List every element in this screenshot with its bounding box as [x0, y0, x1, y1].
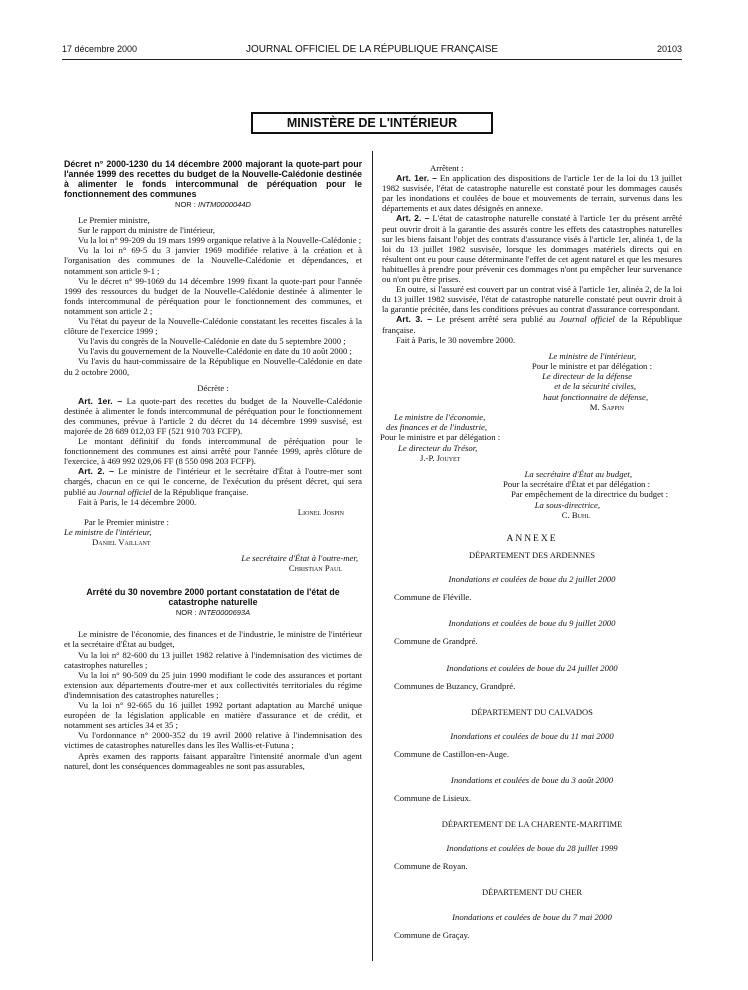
communes: Commune de Lisieux.	[394, 793, 471, 804]
flood-event: Inondations et coulées de boue du 7 mai 2000	[452, 911, 612, 922]
annexe-heading: ANNEXE	[506, 533, 558, 544]
arretent-heading: Arrêtent :	[430, 163, 464, 173]
signature-name: J.-P. Jouyet	[420, 452, 461, 463]
department-heading: DÉPARTEMENT DU CHER	[481, 887, 583, 898]
communes: Commune de Castillon-en-Auge.	[394, 748, 510, 759]
decree-title: Décret n° 2000-1230 du 14 décembre 2000 majorant la quote-part pour l'année 1999 des recettes du budget de la Nouvelle-Calédonie destinée à alimenter le fonds intercommunal de péréquation pour le fonctionnement des communes	[64, 159, 362, 199]
header-rule	[62, 59, 682, 60]
paragraph: Vu la loi n° 69-5 du 3 janvier 1969 modifiée relative à la création et à l'organisation des communes de la Nouvelle-Calédonie et dépendances, et notamment son article 9-1 ;	[64, 245, 362, 276]
paragraph: Le ministre de l'économie, des finances et de l'industrie, le ministre de l'intérieur et la secrétaire d'État au budget,	[64, 629, 362, 650]
column-divider	[372, 151, 373, 961]
department-heading: DÉPARTEMENT DU CALVADOS	[471, 706, 593, 717]
paragraph: En outre, si l'assuré est couvert par un contrat visé à l'article 1er, alinéa 2, de la loi du 13 juillet 1982 susvisée, l'état de catastrophe naturelle constaté peut ouvrir droit à la garantie précitée, dans les conditions prévues au contrat d'assurance correspondant.	[382, 284, 682, 315]
signature-name: M. Sappin	[589, 401, 624, 412]
ministry-banner: MINISTÈRE DE L'INTÉRIEUR	[251, 112, 493, 134]
right-column	[382, 163, 682, 940]
communes: Commune de Grandpré.	[394, 636, 478, 647]
fait-a-paris: Fait à Paris, le 30 novembre 2000.	[396, 334, 516, 345]
paragraph: Vu la loi n° 99-209 du 19 mars 1999 organique relative à la Nouvelle-Calédonie ;	[78, 235, 362, 246]
paragraph: Vu l'ordonnance n° 2000-352 du 19 avril 2000 relative à l'indemnisation des victimes de catastrophes naturelles dans les îles Wallis-et-Futuna ;	[64, 730, 362, 751]
paragraph: Vu la loi n° 82-600 du 13 juillet 1982 relative à l'indemnisation des victimes de catastrophes naturelles ;	[64, 649, 362, 670]
flood-event: Inondations et coulées de boue du 11 mai 2000	[450, 730, 614, 741]
paragraph: Vu la loi n° 92-665 du 16 juillet 1992 portant adaptation au Marché unique européen de la législation applicable en matière d'assurance et de crédit, et notamment ses articles 34 et 35 ;	[64, 700, 362, 731]
communes: Commune de Royan.	[394, 861, 468, 872]
communes: Commune de Graçay.	[394, 929, 470, 940]
journal-title: JOURNAL OFFICIEL DE LA RÉPUBLIQUE FRANÇAISE	[245, 44, 499, 55]
article-2: Art. 2. – L'état de catastrophe naturelle constaté à l'article 1er du présent arrêté peut ouvrir droit à la garantie des assurés contre les effets des catastrophes naturelles sur les biens faisant l'objet des contrats d'assurance visés à l'article 1er, alinéa 1, de la loi du 13 juillet 1982 susvisée, lorsque les dommages matériels directs qui en résultent ont eu pour cause déterminante l'effet de cet agent naturel et que les mesures habituelles à prendre pour prévenir ces dommages n'ont pu empêcher leur survenance ou n'ont pu être prises.	[382, 213, 683, 285]
nor-reference: NOR : INTE0000693A	[175, 608, 251, 618]
decrete-heading: Décrète :	[197, 382, 229, 393]
department-heading: DÉPARTEMENT DES ARDENNES	[468, 550, 596, 561]
signature-block-budget: La secrétaire d'État au budget, Pour la secrétaire d'État et par délégation : Par empêchement de la directrice du budget : La sous-directrice, C. Buhl	[382, 469, 682, 520]
signature-block-interior: Le ministre de l'intérieur, Pour le ministre et par délégation : Le directeur de la défense et de la sécurité civiles, haut fonctionnaire de défense, M. Sappin	[382, 351, 682, 412]
department-heading: DÉPARTEMENT DE LA CHARENTE-MARITIME	[441, 819, 623, 830]
flood-event: Inondations et coulées de boue du 24 juillet 2000	[446, 662, 618, 673]
signature-outremer: Christian Paul	[288, 563, 342, 574]
flood-event: Inondations et coulées de boue du 9 juillet 2000	[448, 618, 616, 629]
article-1: Art. 1er. – La quote-part des recettes du budget de la Nouvelle-Calédonie destinée à alimenter le fonds intercommunal de péréquation pour le fonctionnement des communes, prévue à l'article 2 du décret du 14 décembre 1999 susvisé, est majorée de 28 689 012,03 FF (521 910 703 FCFP).	[64, 395, 363, 436]
paragraph: Après examen des rapports faisant apparaître l'intensité anormale d'un agent naturel, dont les conséquences dommageables ne sont pas assurables,	[64, 750, 362, 771]
communes: Communes de Buzancy, Grandpré.	[394, 680, 516, 691]
signature-block-economy: Le ministre de l'économie, des finances et de l'industrie, Pour le ministre et par délégation : Le directeur du Trésor, J.-P. Jouyet	[380, 412, 682, 463]
paragraph: Sur le rapport du ministre de l'intérieur,	[78, 225, 216, 236]
page-header	[62, 44, 682, 58]
flood-event: Inondations et coulées de boue du 28 juillet 1999	[446, 843, 618, 854]
article-3: Art. 3. – Le présent arrêté sera publié au Journal officiel de la République française.	[382, 314, 683, 335]
par-le-premier-ministre: Par le Premier ministre :	[84, 516, 169, 527]
signature-pm: Lionel Jospin	[297, 506, 344, 517]
flood-event: Inondations et coulées de boue du 3 août 2000	[450, 774, 614, 785]
page-number: 20103	[656, 44, 682, 54]
communes: Commune de Fléville.	[394, 592, 472, 603]
signature-interior: Daniel Vaillant	[92, 537, 151, 547]
paragraph: Vu le décret n° 99-1069 du 14 décembre 1999 fixant la quote-part pour l'année 1999 des ressources du budget de la Nouvelle-Calédonie destinée à alimenter le fonds intercommunal de péréquation pour le fonctionnement des communes, et notamment son article 2 ;	[64, 275, 362, 316]
arrete-title: Arrêté du 30 novembre 2000 portant constatation de l'état de catastrophe naturelle	[86, 587, 340, 608]
header-date: 17 décembre 2000	[62, 44, 138, 54]
paragraph: Vu l'état du payeur de la Nouvelle-Calédonie constatant les recettes fiscales à la clôture de l'exercice 1999 ;	[64, 316, 362, 337]
fait-a-paris: Fait à Paris, le 14 décembre 2000.	[78, 496, 197, 507]
paragraph: Vu l'avis du congrès de la Nouvelle-Calédonie en date du 5 septembre 2000 ;	[78, 336, 346, 347]
paragraph: Le montant définitif du fonds intercommunal de péréquation pour le fonctionnement des communes est ainsi arrêté pour l'année 1999, après clôture de l'exercice, à 469 992 029,06 FF (8 550 098 203 FCFP).	[64, 436, 362, 467]
paragraph: Vu l'avis du haut-commissaire de la République en Nouvelle-Calédonie en date du 2 octobre 2000,	[64, 356, 362, 377]
paragraph: Vu la loi n° 90-509 du 25 juin 1990 modifiant le code des assurances et portant extension aux départements d'outre-mer et aux collectivités territoriales du régime d'indemnisation des catastrophes naturelles ;	[64, 669, 362, 700]
article-2: Art. 2. – Le ministre de l'intérieur et le secrétaire d'État à l'outre-mer sont chargés, chacun en ce qui le concerne, de l'exécution du présent décret, qui sera publié au Journal officiel de la République française.	[64, 466, 362, 497]
signatory-title: Le ministre de l'intérieur,	[64, 526, 152, 537]
flood-event: Inondations et coulées de boue du 2 juillet 2000	[448, 574, 616, 585]
paragraph: Vu l'avis du gouvernement de la Nouvelle-Calédonie en date du 10 août 2000 ;	[78, 346, 352, 357]
paragraph: Le Premier ministre,	[78, 215, 150, 226]
article-1: Art. 1er. – En application des dispositions de l'article 1er de la loi du 13 juillet 1982 susvisée, l'état de catastrophe naturelle est constaté pour les dommages causés par les inondations et coulées de boue et mouvements de terrain, survenus dans les départements et aux dates désignés en annexe.	[382, 173, 682, 214]
signature-name: C. Buhl	[561, 509, 590, 520]
signatory-title: Le secrétaire d'État à l'outre-mer,	[241, 553, 358, 564]
left-column	[64, 159, 362, 771]
nor-reference: NOR : INTM0000044D	[175, 200, 251, 209]
